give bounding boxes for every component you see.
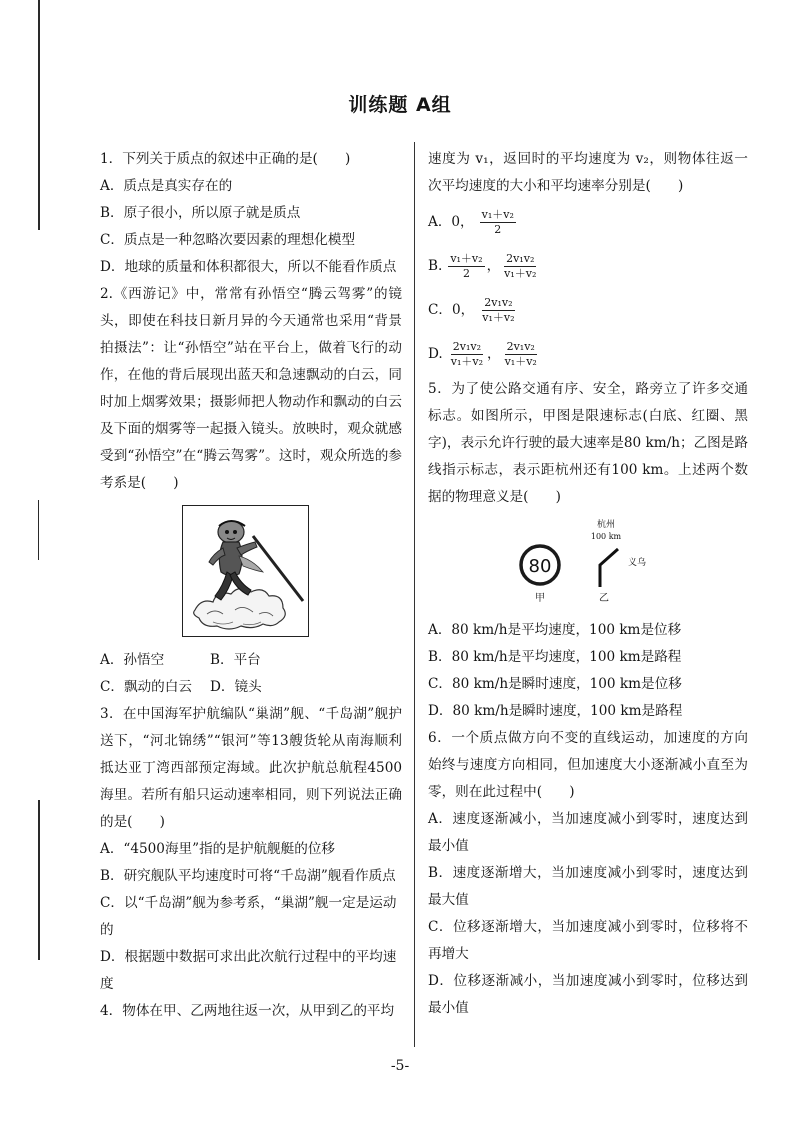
label-yi: 乙 bbox=[599, 593, 609, 604]
q4-option-c-label: C．0， bbox=[428, 301, 475, 318]
binding-margin-line-bottom bbox=[38, 800, 40, 960]
q4-c-numerator: 2v₁v₂ bbox=[484, 295, 513, 309]
monkey-king-illustration bbox=[182, 505, 309, 637]
q4-b-comma: ， bbox=[486, 257, 501, 274]
label-jia: 甲 bbox=[535, 593, 545, 604]
q4-stem-start: 4．物体在甲、乙两地往返一次，从甲到乙的平均 bbox=[100, 1003, 395, 1019]
q4-d2-denominator: v₁＋v₂ bbox=[504, 354, 537, 368]
q1-option-d: D．地球的质量和体积都很大，所以不能看作质点 bbox=[100, 259, 397, 275]
q1-option-c: C．质点是一种忽略次要因素的理想化模型 bbox=[100, 232, 356, 248]
direction-sign-arrow bbox=[600, 549, 618, 587]
page-title: 训练题 A组 bbox=[348, 94, 452, 116]
question-6 bbox=[428, 725, 748, 1022]
q4-b2-denominator: v₁＋v₂ bbox=[504, 266, 537, 280]
q4-option-b bbox=[428, 244, 748, 288]
q2-option-b: B．平台 bbox=[210, 652, 261, 668]
q3-option-d: D．根据题中数据可求出此次航行过程中的平均速度 bbox=[100, 949, 397, 992]
q4-a-fraction bbox=[480, 208, 516, 237]
q4-d-fraction-1 bbox=[449, 340, 485, 369]
q2-option-a: A．孙悟空 bbox=[100, 652, 165, 668]
question-3 bbox=[100, 701, 402, 998]
q1-stem: 1．下列关于质点的叙述中正确的是( ) bbox=[100, 151, 351, 167]
q1-option-b: B．原子很小，所以原子就是质点 bbox=[100, 205, 301, 221]
q3-option-b: B．研究舰队平均速度时可将“千岛湖”舰看作质点 bbox=[100, 868, 396, 884]
question-1 bbox=[100, 146, 402, 281]
q4-option-d bbox=[428, 332, 748, 376]
q3-option-c: C．以“千岛湖”舰为参考系，“巢湖”舰一定是运动的 bbox=[100, 895, 397, 938]
right-column bbox=[428, 146, 748, 1022]
q5-stem: 5．为了使公路交通有序、安全，路旁立了许多交通标志。如图所示，甲图是限速标志(白底、红圈、黑字)，表示允许行驶的最大速率是80 km/h；乙图是路线指示标志，表示距杭州还有100 km。上述两个数据的物理意义是( ) bbox=[428, 381, 748, 505]
q5-option-c: C．80 km/h是瞬时速度，100 km是位移 bbox=[428, 676, 682, 692]
question-5 bbox=[428, 376, 748, 725]
q4-option-d-label: D. bbox=[428, 345, 443, 362]
q4-d-fraction-2 bbox=[503, 340, 539, 369]
monkey-king-drawing bbox=[183, 506, 308, 636]
q4-b1-denominator: 2 bbox=[462, 266, 470, 280]
q4-b1-numerator: v₁＋v₂ bbox=[450, 251, 483, 265]
speed-limit-value: 80 bbox=[528, 556, 552, 577]
q4-option-c bbox=[428, 288, 748, 332]
q4-a-numerator: v₁＋v₂ bbox=[481, 207, 514, 221]
q6-option-d: D．位移逐渐减小，当加速度减小到零时，位移达到最小值 bbox=[428, 973, 748, 1016]
q5-option-a: A．80 km/h是平均速度，100 km是位移 bbox=[428, 622, 682, 638]
q6-stem: 6．一个质点做方向不变的直线运动，加速度的方向始终与速度方向相同，但加速度大小逐渐减小直至为零，则在此过程中( ) bbox=[428, 730, 748, 800]
q4-a-denominator: 2 bbox=[494, 222, 502, 236]
q2-options-row-1 bbox=[100, 647, 402, 674]
page-number: -5- bbox=[390, 1058, 410, 1074]
binding-margin-line-mid bbox=[38, 500, 39, 560]
sign-city: 杭州 bbox=[596, 520, 616, 530]
q4-d1-numerator: 2v₁v₂ bbox=[452, 339, 481, 353]
q2-option-c: C．飘动的白云 bbox=[100, 679, 192, 695]
column-divider bbox=[414, 142, 415, 1047]
q1-option-a: A．质点是真实存在的 bbox=[100, 178, 233, 194]
sign-distance: 100 km bbox=[590, 532, 622, 541]
q6-option-b: B．速度逐渐增大，当加速度减小到零时，速度达到最大值 bbox=[428, 865, 748, 908]
q4-option-a-label: A．0， bbox=[428, 213, 474, 230]
q3-option-a: A．“4500海里”指的是护航舰艇的位移 bbox=[100, 841, 336, 857]
question-4-continued bbox=[428, 146, 748, 376]
q5-option-d: D．80 km/h是瞬时速度，100 km是路程 bbox=[428, 703, 683, 719]
q4-d2-numerator: 2v₁v₂ bbox=[506, 339, 535, 353]
q4-c-denominator: v₁＋v₂ bbox=[482, 310, 515, 324]
q4-option-b-label: B. bbox=[428, 257, 443, 274]
q4-b-fraction-2 bbox=[502, 252, 538, 281]
q3-stem: 3．在中国海军护航编队“巢湖”舰、“千岛湖”舰护送下，“河北锦绣”“银河”等13艘货轮从南海顺利抵达亚丁湾西部预定海域。此次护航总航程4500海里。若所有船只运动速率相同，则下列说法正确的是( ) bbox=[100, 706, 402, 830]
traffic-signs-drawing bbox=[428, 515, 748, 611]
q6-option-a: A．速度逐渐减小，当加速度减小到零时，速度达到最小值 bbox=[428, 811, 748, 854]
q2-option-d: D．镜头 bbox=[210, 679, 262, 695]
q4-d-comma: ， bbox=[487, 345, 501, 362]
left-column bbox=[100, 146, 402, 1025]
q4-d1-denominator: v₁＋v₂ bbox=[450, 354, 483, 368]
q4-c-fraction bbox=[480, 296, 516, 325]
q4-option-a bbox=[428, 200, 748, 244]
traffic-signs-figure bbox=[428, 515, 748, 611]
question-2 bbox=[100, 281, 402, 701]
question-4-start bbox=[100, 998, 402, 1025]
sign-branch: 义乌 bbox=[628, 558, 647, 568]
q4-b2-numerator: 2v₁v₂ bbox=[506, 251, 535, 265]
q2-options-row-2 bbox=[100, 674, 402, 701]
q2-stem: 2.《西游记》中，常常有孙悟空“腾云驾雾”的镜头，即使在科技日新月异的今天通常也采用“背景拍摄法”：让“孙悟空”站在平台上，做着飞行的动作，在他的背后展现出蓝天和急速飘动的白云，同时加上烟雾效果；摄影师把人物动作和飘动的白云及下面的烟雾等一起摄入镜头。放映时，观众就感受到“孙悟空”在“腾云驾雾”。这时，观众所选的参考系是( ) bbox=[100, 286, 402, 491]
q4-b-fraction-1 bbox=[448, 252, 484, 281]
q4-stem-continued: 速度为 v₁，返回时的平均速度为 v₂，则物体往返一次平均速度的大小和平均速率分别是( ) bbox=[428, 151, 748, 194]
q5-option-b: B．80 km/h是平均速度，100 km是路程 bbox=[428, 649, 682, 665]
q6-option-c: C．位移逐渐增大，当加速度减小到零时，位移将不再增大 bbox=[428, 919, 748, 962]
